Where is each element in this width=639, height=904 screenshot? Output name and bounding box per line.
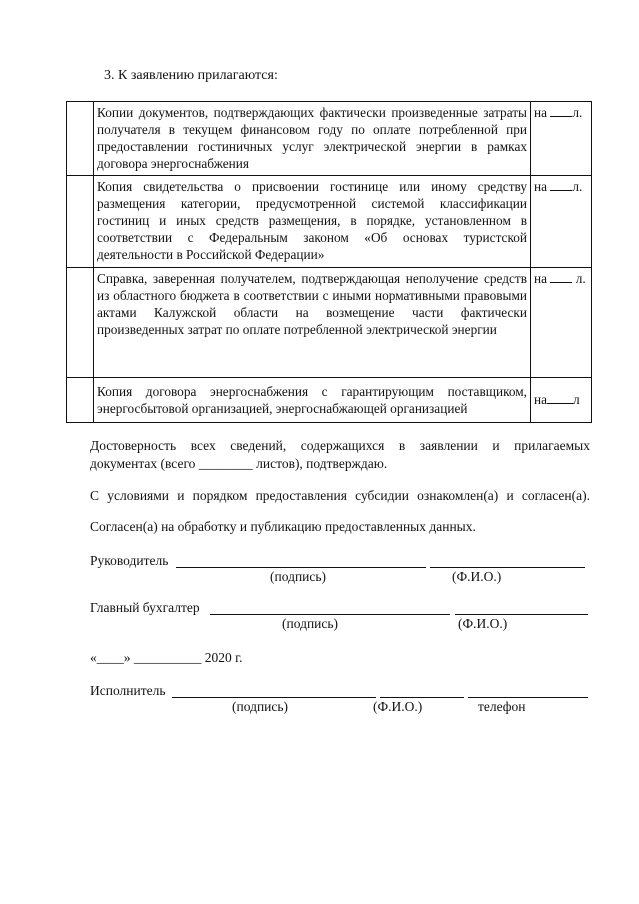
attachments-table <box>66 101 592 423</box>
pages-prefix: на <box>534 105 548 120</box>
attachment-description: Справка, заверенная получателем, подтверждающая неполучение средств из областного бюджета в соответствии с иными нормативными правовыми актами Калужской области на возмещение части фактически произведенных затрат по оплате потребленной электрической энергии <box>94 268 531 378</box>
pages-blank <box>547 391 573 404</box>
table-row <box>67 176 592 268</box>
accountant-label: Главный бухгалтер <box>90 600 200 615</box>
section-heading: 3. К заявлению прилагаются: <box>104 68 278 83</box>
pages-blank <box>550 178 572 191</box>
head-name-caption: (Ф.И.О.) <box>452 569 502 584</box>
table-row <box>67 378 592 423</box>
head-signature-line[interactable] <box>176 567 426 568</box>
pages-cell <box>531 268 592 378</box>
accountant-name-caption: (Ф.И.О.) <box>458 616 508 631</box>
pages-suffix: л <box>573 392 580 407</box>
head-label: Руководитель <box>90 553 169 568</box>
executor-signature-caption: (подпись) <box>232 699 289 714</box>
pages-cell <box>531 102 592 176</box>
reliability-statement-line1: Достоверность всех сведений, содержащихся в заявлении и прилагаемых <box>90 438 590 453</box>
head-name-line[interactable] <box>430 567 585 568</box>
pages-prefix: на <box>534 179 548 194</box>
accountant-name-line[interactable] <box>455 614 588 615</box>
table-row <box>67 268 592 378</box>
pages-prefix: на <box>534 392 548 407</box>
table-row <box>67 102 592 176</box>
row-number-cell <box>67 176 94 268</box>
executor-label: Исполнитель <box>90 683 166 698</box>
date-line: «____» __________ 2020 г. <box>90 650 243 665</box>
reliability-statement-line2: документах (всего ________ листов), подтверждаю. <box>90 456 388 471</box>
accountant-signature-caption: (подпись) <box>282 616 339 631</box>
pages-suffix: л. <box>572 105 583 120</box>
row-number-cell <box>67 268 94 378</box>
row-number-cell <box>67 102 94 176</box>
consent-statement: Согласен(а) на обработку и публикацию предоставленных данных. <box>90 519 476 534</box>
pages-blank <box>550 270 572 283</box>
pages-prefix: на <box>534 271 548 286</box>
pages-suffix: л. <box>575 271 586 286</box>
pages-cell <box>531 176 592 268</box>
pages-blank <box>550 104 572 117</box>
attachment-description: Копия договора энергоснабжения с гарантирующим поставщиком, энергосбытовой организацией, энергоснабжающей организацией <box>94 378 531 423</box>
attachment-description: Копия свидетельства о присвоении гостинице или иному средству размещения категории, предусмотренной системой классификации гостиниц и иных средств размещения, в порядке, установленном в соответствии с Федеральным законом «Об основах туристской деятельности в Российской Федерации» <box>94 176 531 268</box>
executor-name-line[interactable] <box>380 697 464 698</box>
attachment-description: Копии документов, подтверждающих фактически произведенные затраты получателя в текущем финансовом году по оплате потребленной при предоставлении гостиничных услуг электрической энергии в рамках договора энергоснабжения <box>94 102 531 176</box>
accountant-signature-line[interactable] <box>210 614 450 615</box>
pages-cell <box>531 378 592 423</box>
executor-signature-line[interactable] <box>172 697 376 698</box>
executor-name-caption: (Ф.И.О.) <box>373 699 423 714</box>
executor-phone-caption: телефон <box>478 699 526 714</box>
executor-phone-line[interactable] <box>468 697 588 698</box>
pages-suffix: л. <box>572 179 583 194</box>
head-signature-caption: (подпись) <box>270 569 327 584</box>
conditions-statement: С условиями и порядком предоставления субсидии ознакомлен(а) и согласен(а). <box>90 488 590 503</box>
row-number-cell <box>67 378 94 423</box>
